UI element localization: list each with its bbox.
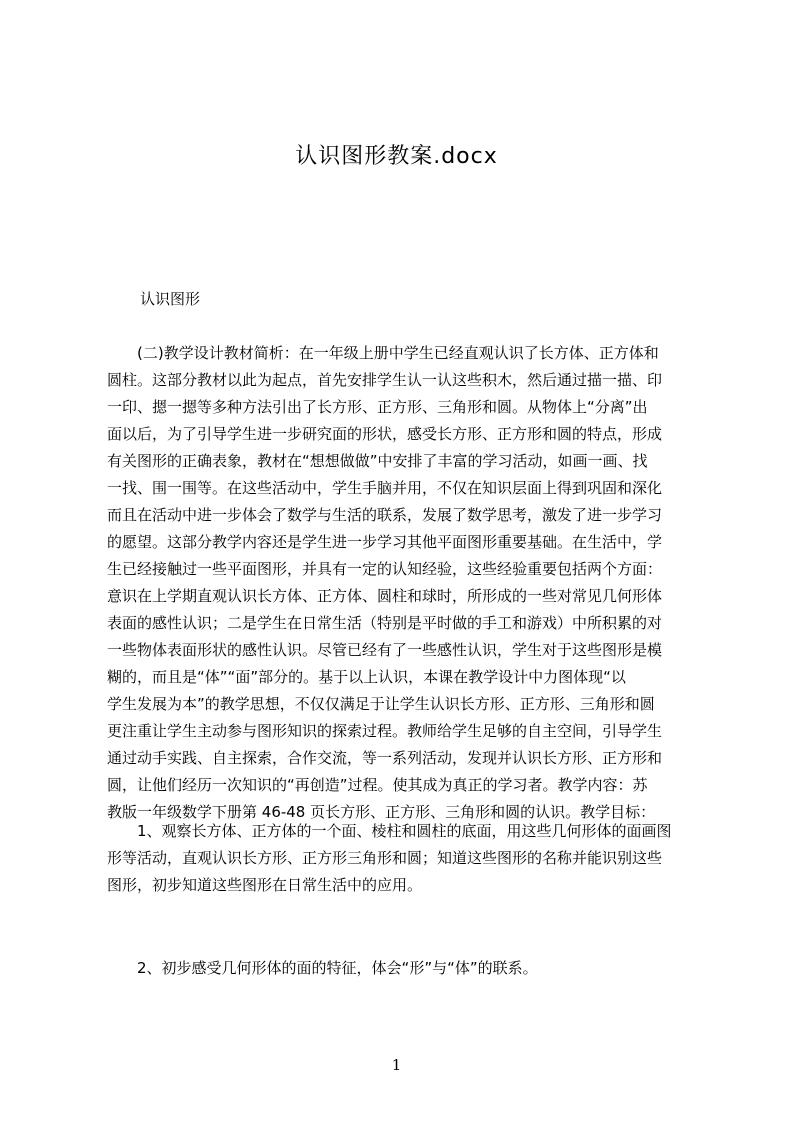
paragraph-line: 通过动手实践、自主探索，合作交流，等一系列活动，发现并认识长方形、正方形和 [107,749,663,767]
paragraph-line: 的愿望。这部分教学内容还是学生进一步学习其他平面图形重要基础。在生活中，学 [107,533,663,551]
paragraph-line: (二)教学设计教材简析：在一年级上册中学生已经直观认识了长方体、正方体和 [137,344,659,362]
goal-2-paragraph [107,955,699,982]
paragraph-line: 糊的，而且是“体”“面”部分的。基于以上认识，本课在教学设计中力图体现“以 [107,668,626,686]
page-number: 1 [391,1056,402,1074]
paragraph-line: 有关图形的正确表象，教材在“想想做做”中安排了丰富的学习活动，如画一画、找 [107,452,648,470]
paragraph-line: 一些物体表面形状的感性认识。尽管已经有了一些感性认识，学生对于这些图形是模 [107,641,663,659]
section-heading: 认识图形 [140,290,201,308]
paragraph-line: 生已经接触过一些平面图形，并具有一定的认知经验，这些经验重要包括两个方面： [107,560,663,578]
paragraph-line: 面以后，为了引导学生进一步研究面的形状，感受长方形、正方形和圆的特点，形成 [107,425,663,443]
paragraph-line: 图形，初步知道这些图形在日常生活中的应用。 [107,876,423,894]
paragraph-line: 1、观察长方体、正方体的一个面、棱柱和圆柱的底面，用这些几何形体的面画图 [137,822,672,840]
paragraph-line: 表面的感性认识；二是学生在日常生活（特别是平时做的手工和游戏）中所积累的对 [107,614,663,632]
paragraph-line: 圆，让他们经历一次知识的“再创造”过程。使其成为真正的学习者。教学内容：苏 [107,776,648,794]
paragraph-line: 意识在上学期直观认识长方体、正方体、圆柱和球时，所形成的一些对常见几何形体 [107,587,663,605]
paragraph-line: 一印、摁一摁等多种方法引出了长方形、正方形、三角形和圆。从物体上“分离”出 [107,398,648,416]
paragraph-line: 圆柱。这部分教材以此为起点，首先安排学生认一认这些积木，然后通过描一描、印 [107,371,663,389]
paragraph-line: 一找、围一围等。在这些活动中，学生手脑并用，不仅在知识层面上得到巩固和深化 [107,479,663,497]
paragraph-line: 2、初步感受几何形体的面的特征，体会“形”与“体”的联系。 [137,959,538,977]
goal-1-paragraph [107,818,699,899]
main-paragraph [107,340,699,826]
paragraph-line: 更注重让学生主动参与图形知识的探索过程。教师给学生足够的自主空间，引导学生 [107,722,663,740]
paragraph-line: 形等活动，直观认识长方形、正方形三角形和圆；知道这些图形的名称并能识别这些 [107,849,663,867]
paragraph-line: 学生发展为本”的教学思想，不仅仅满足于让学生认识长方形、正方形、三角形和圆 [107,695,655,713]
paragraph-line: 教版一年级数学下册第 46-48 页长方形、正方形、三角形和圆的认识。教学目标： [107,803,656,821]
document-title: 认识图形教案.docx [295,144,498,169]
paragraph-line: 而且在活动中进一步体会了数学与生活的联系，发展了数学思考，激发了进一步学习 [107,506,663,524]
